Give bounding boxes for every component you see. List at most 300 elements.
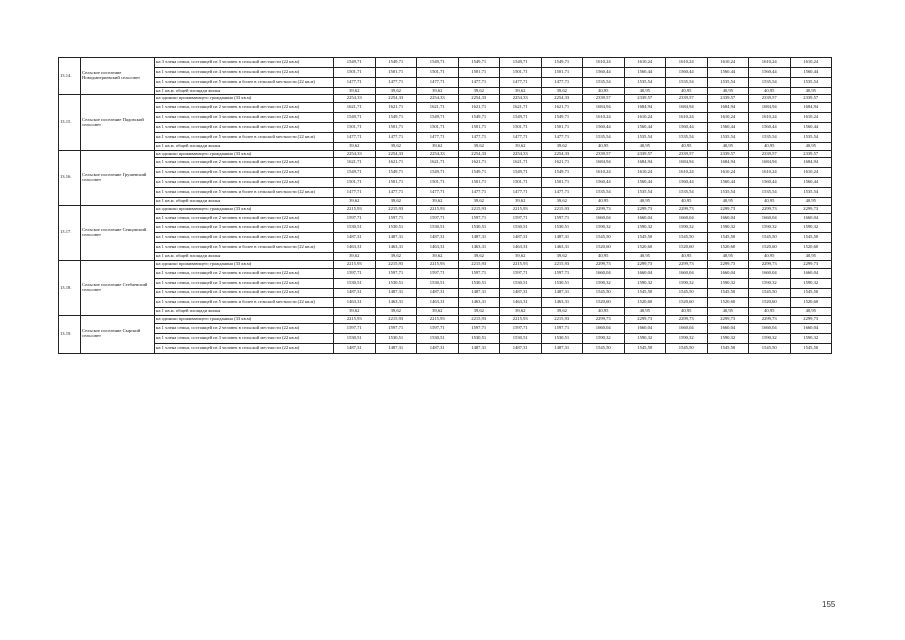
value-cell: 1560,44 [707, 67, 749, 77]
value-cell: 40,95 [790, 142, 832, 150]
category-description: на 1 кв.м. общей площади жилья [155, 253, 334, 261]
value-cell: 1487,31 [334, 233, 376, 243]
value-cell: 2254,33 [500, 150, 542, 158]
value-cell: 2299,73 [666, 260, 708, 268]
category-description: на 1 члена семьи, состоящей из 2 человек в сельской местности (22 кв.м) [155, 158, 334, 168]
value-cell: 39,62 [541, 253, 583, 261]
value-cell: 1660,04 [666, 213, 708, 223]
category-description: на одиноко проживающего гражданина (33 кв.м) [155, 150, 334, 158]
value-cell: 1610,24 [707, 168, 749, 178]
table-row [59, 213, 832, 223]
value-cell: 1520,60 [749, 298, 791, 308]
value-cell: 1487,31 [375, 233, 417, 243]
value-cell: 1535,54 [790, 132, 832, 142]
value-cell: 1501,71 [375, 178, 417, 188]
value-cell: 1487,31 [334, 288, 376, 298]
table-row [59, 87, 832, 95]
value-cell: 1660,04 [749, 323, 791, 333]
value-cell: 1660,04 [666, 323, 708, 333]
value-cell: 40,95 [707, 142, 749, 150]
table-row [59, 268, 832, 278]
tariff-table [58, 57, 832, 354]
value-cell: 2254,33 [334, 95, 376, 103]
value-cell: 1477,71 [417, 188, 459, 198]
value-cell: 1535,54 [583, 132, 625, 142]
value-cell: 39,62 [458, 253, 500, 261]
value-cell: 1530,51 [541, 278, 583, 288]
value-cell: 1590,32 [707, 223, 749, 233]
value-cell: 39,62 [334, 142, 376, 150]
value-cell: 1610,24 [790, 168, 832, 178]
value-cell: 1590,32 [666, 333, 708, 343]
value-cell: 1684,94 [749, 158, 791, 168]
value-cell: 1597,71 [458, 323, 500, 333]
value-cell: 2215,93 [375, 260, 417, 268]
value-cell: 40,95 [624, 142, 666, 150]
value-cell: 1501,71 [375, 123, 417, 133]
value-cell: 2254,33 [541, 95, 583, 103]
table-row [59, 178, 832, 188]
value-cell: 1621,71 [541, 103, 583, 113]
tariff-table-sheet [58, 57, 831, 354]
row-code: 13.16. [59, 150, 81, 205]
settlement-name: Сельское поселение Стебаевский сельсовет [81, 260, 155, 315]
value-cell: 2215,93 [417, 316, 459, 324]
value-cell: 1477,71 [417, 132, 459, 142]
value-cell: 1684,94 [583, 158, 625, 168]
value-cell: 1477,71 [334, 188, 376, 198]
value-cell: 40,95 [583, 197, 625, 205]
value-cell: 1621,71 [417, 158, 459, 168]
value-cell: 1560,44 [666, 123, 708, 133]
table-row [59, 288, 832, 298]
value-cell: 1487,31 [375, 343, 417, 353]
value-cell: 1545,50 [583, 288, 625, 298]
row-code: 13.18. [59, 260, 81, 315]
value-cell: 1535,54 [749, 77, 791, 87]
value-cell: 1560,44 [790, 178, 832, 188]
value-cell: 1545,50 [749, 233, 791, 243]
category-description: на 1 члена семьи, состоящей из 5 человек и более в сельской местности (22 кв.м) [155, 298, 334, 308]
value-cell: 1477,71 [500, 188, 542, 198]
value-cell: 2339,57 [749, 150, 791, 158]
value-cell: 2339,57 [583, 150, 625, 158]
value-cell: 40,95 [583, 142, 625, 150]
value-cell: 1545,50 [583, 233, 625, 243]
value-cell: 1545,50 [790, 343, 832, 353]
category-description: на 1 члена семьи, состоящей из 5 человек и более в сельской местности (22 кв.м) [155, 188, 334, 198]
value-cell: 2254,33 [458, 95, 500, 103]
value-cell: 1610,24 [666, 168, 708, 178]
value-cell: 1535,54 [707, 132, 749, 142]
value-cell: 1501,71 [541, 123, 583, 133]
value-cell: 2215,93 [417, 205, 459, 213]
value-cell: 1477,71 [375, 132, 417, 142]
value-cell: 2254,33 [500, 95, 542, 103]
value-cell: 1487,31 [541, 288, 583, 298]
value-cell: 1610,24 [583, 168, 625, 178]
value-cell: 1660,04 [749, 213, 791, 223]
value-cell: 40,95 [583, 308, 625, 316]
value-cell: 39,62 [500, 142, 542, 150]
value-cell: 1501,71 [541, 178, 583, 188]
value-cell: 1501,71 [334, 123, 376, 133]
value-cell: 39,62 [375, 87, 417, 95]
value-cell: 1535,54 [624, 77, 666, 87]
value-cell: 2339,57 [790, 95, 832, 103]
category-description: на 1 кв.м. общей площади жилья [155, 142, 334, 150]
value-cell: 2254,33 [375, 150, 417, 158]
value-cell: 1545,50 [583, 343, 625, 353]
value-cell: 1590,32 [624, 333, 666, 343]
value-cell: 2299,73 [749, 205, 791, 213]
value-cell: 40,95 [707, 197, 749, 205]
category-description: на одиноко проживающего гражданина (33 кв.м) [155, 316, 334, 324]
value-cell: 2215,93 [541, 260, 583, 268]
value-cell: 1684,94 [707, 158, 749, 168]
value-cell: 1463,31 [541, 298, 583, 308]
value-cell: 2339,57 [707, 150, 749, 158]
value-cell: 1501,71 [334, 67, 376, 77]
value-cell: 2339,57 [707, 95, 749, 103]
value-cell: 1597,71 [417, 323, 459, 333]
value-cell: 1597,71 [541, 323, 583, 333]
value-cell: 2299,73 [583, 260, 625, 268]
value-cell: 2299,73 [624, 205, 666, 213]
value-cell: 1560,44 [707, 123, 749, 133]
value-cell: 1684,94 [666, 158, 708, 168]
value-cell: 1487,31 [417, 343, 459, 353]
value-cell: 1610,24 [666, 113, 708, 123]
value-cell: 40,95 [749, 142, 791, 150]
value-cell: 39,62 [458, 197, 500, 205]
value-cell: 1660,04 [707, 213, 749, 223]
value-cell: 1535,54 [790, 77, 832, 87]
tariff-table-body [59, 58, 832, 354]
value-cell: 40,95 [749, 197, 791, 205]
value-cell: 1520,60 [707, 243, 749, 253]
value-cell: 1530,51 [334, 278, 376, 288]
value-cell: 1530,51 [500, 223, 542, 233]
value-cell: 1610,24 [707, 113, 749, 123]
value-cell: 1684,94 [790, 158, 832, 168]
value-cell: 1684,94 [707, 103, 749, 113]
value-cell: 1560,44 [583, 178, 625, 188]
value-cell: 2215,93 [375, 205, 417, 213]
value-cell: 1610,24 [583, 113, 625, 123]
value-cell: 1463,31 [500, 298, 542, 308]
value-cell: 2299,73 [790, 260, 832, 268]
value-cell: 2215,93 [458, 205, 500, 213]
value-cell: 2215,93 [417, 260, 459, 268]
category-description: на 1 члена семьи, состоящей из 2 человек в сельской местности (22 кв.м) [155, 323, 334, 333]
value-cell: 2339,57 [790, 150, 832, 158]
value-cell: 1597,71 [541, 268, 583, 278]
value-cell: 1590,32 [624, 278, 666, 288]
value-cell: 1684,94 [749, 103, 791, 113]
value-cell: 1590,32 [707, 278, 749, 288]
value-cell: 2215,93 [500, 316, 542, 324]
value-cell: 1463,31 [375, 243, 417, 253]
value-cell: 40,95 [749, 308, 791, 316]
value-cell: 1477,71 [500, 132, 542, 142]
value-cell: 1520,60 [707, 298, 749, 308]
value-cell: 1610,24 [624, 113, 666, 123]
value-cell: 1463,31 [417, 243, 459, 253]
value-cell: 1463,31 [375, 298, 417, 308]
value-cell: 2254,33 [334, 150, 376, 158]
category-description: на 1 члена семьи, состоящей из 2 человек в сельской местности (22 кв.м) [155, 213, 334, 223]
value-cell: 1597,71 [500, 268, 542, 278]
table-row [59, 223, 832, 233]
value-cell: 40,95 [790, 87, 832, 95]
value-cell: 1610,24 [790, 113, 832, 123]
value-cell: 1501,71 [500, 67, 542, 77]
value-cell: 40,95 [790, 197, 832, 205]
value-cell: 1549,71 [417, 168, 459, 178]
value-cell: 39,62 [458, 87, 500, 95]
value-cell: 1597,71 [375, 213, 417, 223]
value-cell: 39,62 [541, 87, 583, 95]
value-cell: 1560,44 [749, 123, 791, 133]
value-cell: 39,62 [458, 142, 500, 150]
value-cell: 1660,04 [749, 268, 791, 278]
table-row [59, 142, 832, 150]
table-row [59, 77, 832, 87]
value-cell: 1520,60 [624, 298, 666, 308]
table-row [59, 316, 832, 324]
value-cell: 1549,71 [458, 113, 500, 123]
table-row [59, 253, 832, 261]
value-cell: 1520,60 [624, 243, 666, 253]
value-cell: 39,62 [334, 308, 376, 316]
value-cell: 1530,51 [334, 333, 376, 343]
value-cell: 1597,71 [334, 323, 376, 333]
value-cell: 1501,71 [500, 123, 542, 133]
value-cell: 1545,50 [666, 343, 708, 353]
value-cell: 1545,50 [749, 288, 791, 298]
value-cell: 1477,71 [541, 188, 583, 198]
table-row [59, 323, 832, 333]
value-cell: 40,95 [666, 253, 708, 261]
value-cell: 2254,33 [458, 150, 500, 158]
category-description: на 1 члена семьи, состоящей из 3 человек в сельской местности (22 кв.м) [155, 168, 334, 178]
value-cell: 2299,73 [624, 260, 666, 268]
value-cell: 39,62 [417, 253, 459, 261]
settlement-name: Сельское поселение Сырский сельсовет [81, 316, 155, 353]
value-cell: 1545,50 [624, 233, 666, 243]
value-cell: 2339,57 [666, 150, 708, 158]
table-row [59, 150, 832, 158]
value-cell: 1530,51 [375, 333, 417, 343]
value-cell: 1621,71 [500, 103, 542, 113]
table-row [59, 233, 832, 243]
value-cell: 1560,44 [790, 123, 832, 133]
table-row [59, 168, 832, 178]
category-description: на 1 члена семьи, состоящей из 4 человек в сельской местности (22 кв.м) [155, 343, 334, 353]
value-cell: 1560,44 [624, 123, 666, 133]
value-cell: 1549,71 [458, 58, 500, 68]
value-cell: 39,62 [500, 197, 542, 205]
value-cell: 1549,71 [541, 113, 583, 123]
value-cell: 39,62 [334, 253, 376, 261]
value-cell: 1545,50 [790, 288, 832, 298]
value-cell: 2299,73 [666, 205, 708, 213]
value-cell: 1590,32 [666, 278, 708, 288]
value-cell: 1597,71 [417, 268, 459, 278]
table-row [59, 260, 832, 268]
table-row [59, 197, 832, 205]
value-cell: 1530,51 [334, 223, 376, 233]
value-cell: 40,95 [790, 253, 832, 261]
category-description: на 1 члена семьи, состоящей из 4 человек в сельской местности (22 кв.м) [155, 123, 334, 133]
value-cell: 1560,44 [666, 67, 708, 77]
value-cell: 1597,71 [334, 268, 376, 278]
value-cell: 1530,51 [541, 333, 583, 343]
value-cell: 1590,32 [790, 278, 832, 288]
value-cell: 1535,54 [749, 188, 791, 198]
value-cell: 39,62 [500, 308, 542, 316]
value-cell: 1530,51 [458, 333, 500, 343]
value-cell: 1549,71 [375, 113, 417, 123]
category-description: на 1 члена семьи, состоящей из 5 человек и более в сельской местности (22 кв.м) [155, 77, 334, 87]
value-cell: 2299,73 [749, 316, 791, 324]
value-cell: 1549,71 [541, 58, 583, 68]
value-cell: 39,62 [458, 308, 500, 316]
value-cell: 1487,31 [541, 233, 583, 243]
value-cell: 1463,31 [458, 298, 500, 308]
value-cell: 39,62 [334, 197, 376, 205]
value-cell: 1621,71 [500, 158, 542, 168]
value-cell: 1621,71 [458, 103, 500, 113]
value-cell: 1477,71 [375, 77, 417, 87]
value-cell: 1545,50 [707, 233, 749, 243]
value-cell: 1501,71 [334, 178, 376, 188]
value-cell: 1597,71 [417, 213, 459, 223]
value-cell: 39,62 [375, 142, 417, 150]
value-cell: 1597,71 [458, 268, 500, 278]
value-cell: 2215,93 [375, 316, 417, 324]
value-cell: 1549,71 [334, 168, 376, 178]
value-cell: 1487,31 [417, 233, 459, 243]
value-cell: 1530,51 [458, 278, 500, 288]
value-cell: 39,62 [375, 197, 417, 205]
table-row [59, 58, 832, 68]
value-cell: 1545,50 [707, 343, 749, 353]
value-cell: 1477,71 [458, 132, 500, 142]
value-cell: 1545,50 [707, 288, 749, 298]
table-row [59, 343, 832, 353]
value-cell: 1545,50 [790, 233, 832, 243]
value-cell: 39,62 [500, 253, 542, 261]
value-cell: 2254,33 [417, 150, 459, 158]
value-cell: 39,62 [417, 87, 459, 95]
row-code: 13.17. [59, 205, 81, 260]
table-row [59, 95, 832, 103]
value-cell: 1477,71 [500, 77, 542, 87]
value-cell: 1530,51 [417, 333, 459, 343]
value-cell: 1501,71 [417, 123, 459, 133]
value-cell: 40,95 [583, 253, 625, 261]
value-cell: 2339,57 [624, 150, 666, 158]
value-cell: 1477,71 [417, 77, 459, 87]
value-cell: 2299,73 [583, 205, 625, 213]
table-row [59, 113, 832, 123]
value-cell: 1535,54 [790, 188, 832, 198]
category-description: на 1 члена семьи, состоящей из 3 человек в сельской местности (22 кв.м) [155, 223, 334, 233]
table-row [59, 158, 832, 168]
value-cell: 2299,73 [707, 205, 749, 213]
value-cell: 1463,31 [541, 243, 583, 253]
value-cell: 1590,32 [583, 223, 625, 233]
value-cell: 39,62 [417, 142, 459, 150]
category-description: на 1 кв.м. общей площади жилья [155, 308, 334, 316]
value-cell: 1545,50 [624, 343, 666, 353]
value-cell: 1597,71 [458, 213, 500, 223]
value-cell: 1535,54 [583, 77, 625, 87]
value-cell: 1535,54 [583, 188, 625, 198]
value-cell: 1660,04 [707, 323, 749, 333]
value-cell: 1487,31 [458, 233, 500, 243]
value-cell: 1560,44 [707, 178, 749, 188]
value-cell: 1660,04 [624, 268, 666, 278]
value-cell: 39,62 [417, 308, 459, 316]
value-cell: 1560,44 [749, 67, 791, 77]
category-description: на 1 кв.м. общей площади жилья [155, 197, 334, 205]
value-cell: 1590,32 [749, 278, 791, 288]
value-cell: 1660,04 [790, 268, 832, 278]
value-cell: 1549,71 [500, 58, 542, 68]
value-cell: 1530,51 [375, 223, 417, 233]
value-cell: 1520,60 [583, 298, 625, 308]
value-cell: 40,95 [749, 87, 791, 95]
value-cell: 1520,60 [790, 298, 832, 308]
value-cell: 1560,44 [749, 178, 791, 188]
value-cell: 2215,93 [541, 205, 583, 213]
value-cell: 1463,31 [334, 298, 376, 308]
value-cell: 1463,31 [417, 298, 459, 308]
value-cell: 40,95 [624, 197, 666, 205]
value-cell: 1477,71 [541, 77, 583, 87]
value-cell: 1660,04 [583, 268, 625, 278]
value-cell: 1660,04 [624, 323, 666, 333]
value-cell: 1549,71 [334, 58, 376, 68]
value-cell: 1477,71 [458, 188, 500, 198]
value-cell: 39,62 [334, 87, 376, 95]
value-cell: 40,95 [707, 253, 749, 261]
value-cell: 40,95 [624, 308, 666, 316]
value-cell: 1487,31 [375, 288, 417, 298]
table-row [59, 333, 832, 343]
value-cell: 1549,71 [417, 113, 459, 123]
category-description: на 1 члена семьи, состоящей из 4 человек в сельской местности (22 кв.м) [155, 288, 334, 298]
value-cell: 1660,04 [624, 213, 666, 223]
value-cell: 1535,54 [749, 132, 791, 142]
category-description: на одиноко проживающего гражданина (33 кв.м) [155, 260, 334, 268]
value-cell: 1684,94 [790, 103, 832, 113]
value-cell: 1597,71 [375, 323, 417, 333]
value-cell: 1610,24 [707, 58, 749, 68]
value-cell: 2215,93 [541, 316, 583, 324]
value-cell: 39,62 [541, 142, 583, 150]
value-cell: 2299,73 [666, 316, 708, 324]
value-cell: 1530,51 [541, 223, 583, 233]
value-cell: 1597,71 [334, 213, 376, 223]
value-cell: 1549,71 [500, 113, 542, 123]
value-cell: 1535,54 [707, 188, 749, 198]
value-cell: 1560,44 [583, 123, 625, 133]
value-cell: 1530,51 [500, 333, 542, 343]
